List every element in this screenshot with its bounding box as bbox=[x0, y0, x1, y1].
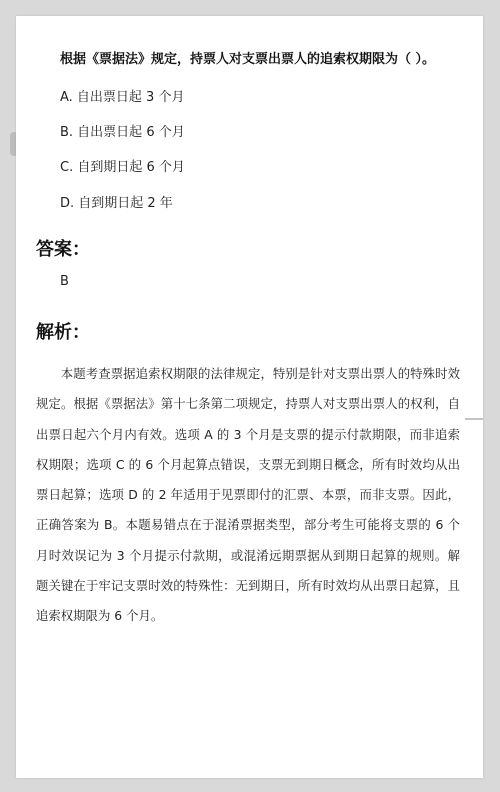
analysis-paragraph: 本题考查票据追索权期限的法律规定，特别是针对支票出票人的特殊时效规定。根据《票据法》第十七条第二项规定，持票人对支票出票人的权利，自出票日起六个月内有效。选项 A 的 3 个月是支票的提示付款期限，而非追索权期限；选项 C 的 6 个月起算点错误，支票无到期日概念，所有时效均从出票日起算；选项 D 的 2 年适用于见票即付的汇票、本票，而非支票。因此，正确答案为 B。本题易错点在于混淆票据类型，部分考生可能将支票的 6 个月时效误记为 3 个月提示付款期，或混淆远期票据从到期日起算的规则。解题关键在于牢记支票时效的特殊性：无到期日，所有时效均从出票日起算，且追索权期限为 6 个月。 bbox=[36, 366, 460, 624]
analysis-heading: 解析： bbox=[36, 322, 90, 343]
answer-value: B bbox=[60, 274, 69, 289]
page-edge-divider bbox=[465, 418, 483, 420]
question-text: 根据《票据法》规定，持票人对支票出票人的追索权期限为（ ）。 bbox=[60, 52, 436, 67]
option-a: A. 自出票日起 3 个月 bbox=[60, 90, 185, 105]
answer-heading: 答案： bbox=[36, 239, 90, 260]
option-b: B. 自出票日起 6 个月 bbox=[60, 125, 185, 140]
option-d: D. 自到期日起 2 年 bbox=[60, 196, 173, 211]
document-page bbox=[16, 16, 483, 778]
option-c: C. 自到期日起 6 个月 bbox=[60, 160, 185, 175]
